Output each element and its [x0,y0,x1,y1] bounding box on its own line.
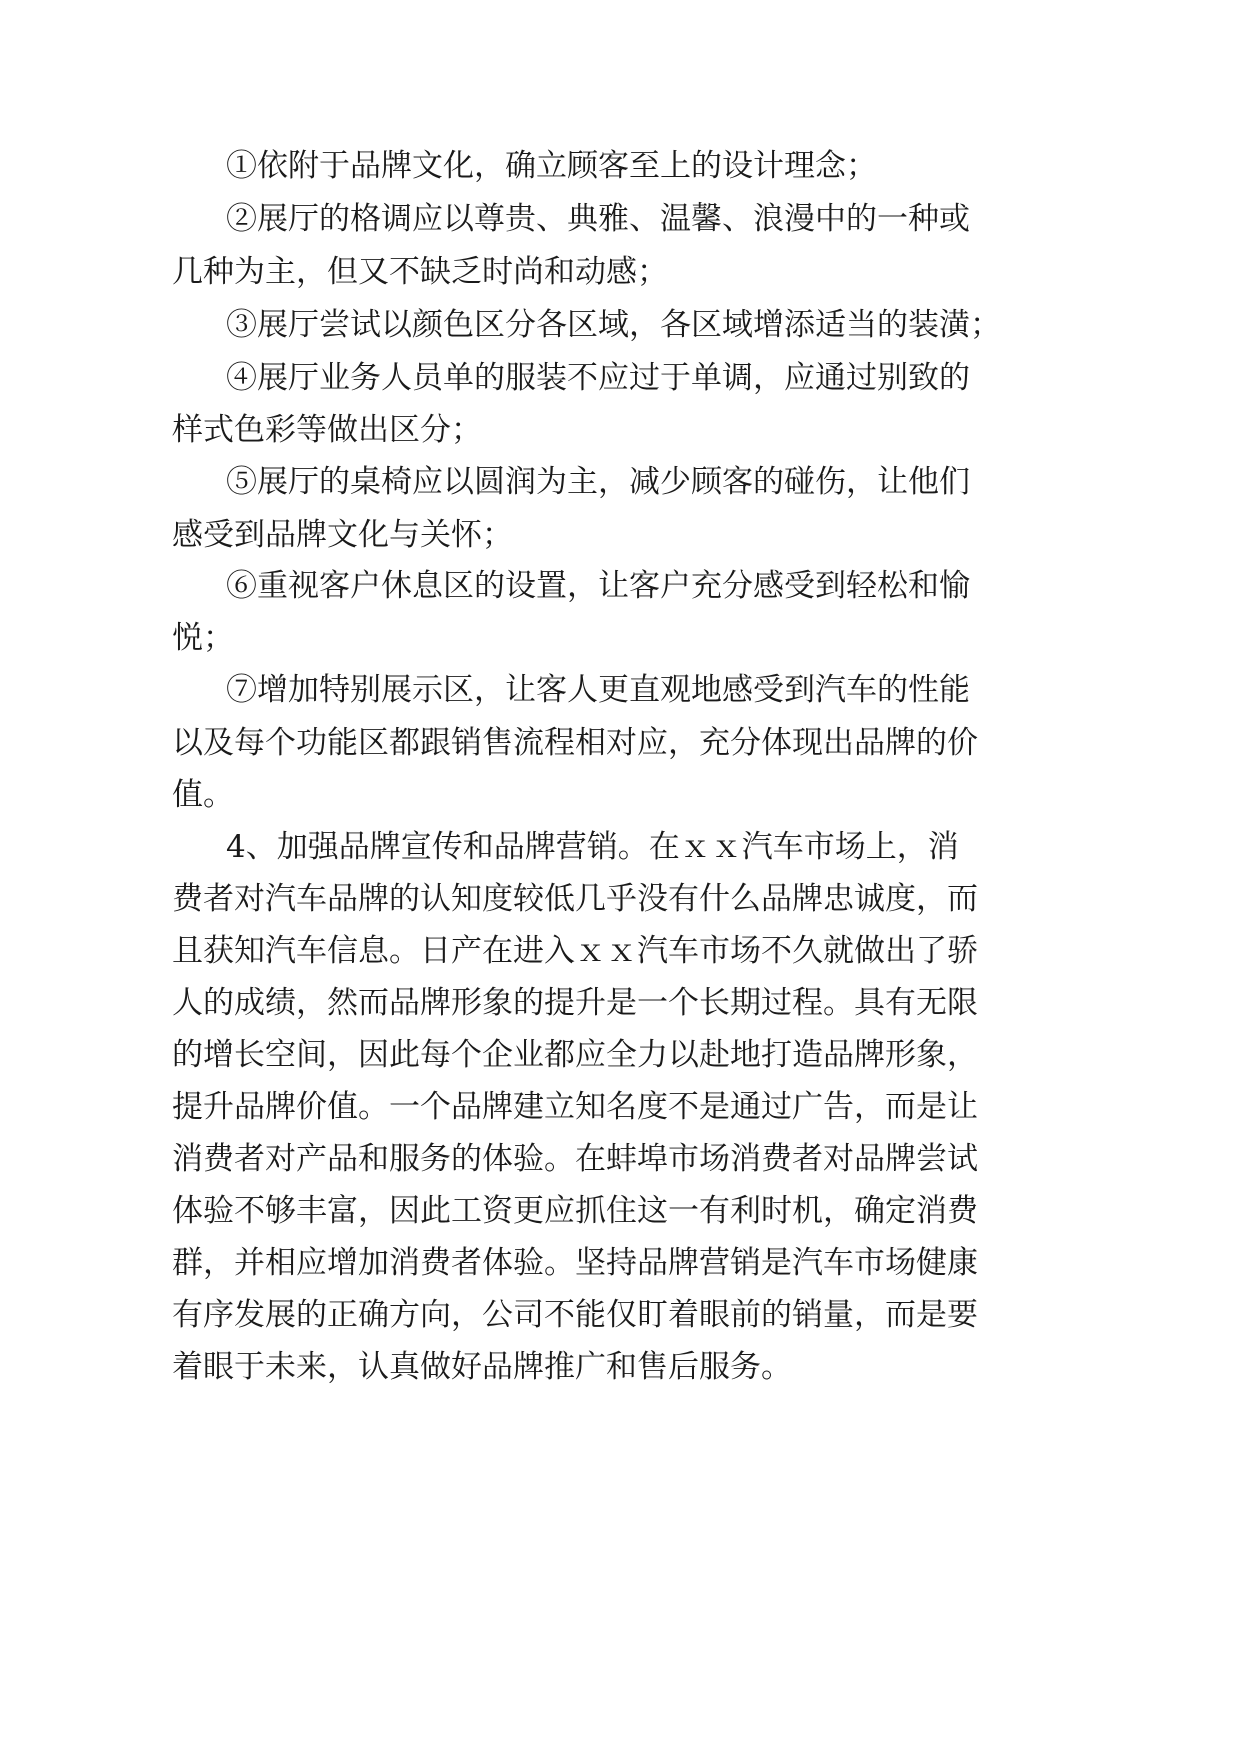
text-line: 感受到品牌文化与关怀； [172,517,513,553]
text-line: 且获知汽车信息。日产在进入ｘｘ汽车市场不久就做出了骄 [172,933,978,969]
text-line: 的增长空间，因此每个企业都应全力以赴地打造品牌形象， [172,1037,978,1073]
text-line: ②展厅的格调应以尊贵、典雅、温馨、浪漫中的一种或 [226,201,970,237]
text-line: 消费者对产品和服务的体验。在蚌埠市场消费者对品牌尝试 [172,1141,978,1177]
text-line: 提升品牌价值。一个品牌建立知名度不是通过广告，而是让 [172,1089,978,1125]
text-line: ⑦增加特别展示区，让客人更直观地感受到汽车的性能 [226,672,970,708]
text-line: 以及每个功能区都跟销售流程相对应，充分体现出品牌的价 [172,725,978,761]
text-line: 4、加强品牌宣传和品牌营销。在ｘｘ汽车市场上，消 [226,829,959,865]
text-line: 人的成绩，然而品牌形象的提升是一个长期过程。具有无限 [172,985,978,1021]
text-line: 值。 [172,777,234,813]
text-line: 样式色彩等做出区分； [172,412,482,448]
text-line: 群，并相应增加消费者体验。坚持品牌营销是汽车市场健康 [172,1245,978,1281]
text-line: 几种为主，但又不缺乏时尚和动感； [172,254,668,290]
text-line: 着眼于未来，认真做好品牌推广和售后服务。 [172,1349,792,1385]
text-line: 体验不够丰富，因此工资更应抓住这一有利时机，确定消费 [172,1193,978,1229]
text-line: ③展厅尝试以颜色区分各区域，各区域增添适当的装潢； [226,307,1001,343]
text-line: 费者对汽车品牌的认知度较低几乎没有什么品牌忠诚度，而 [172,881,978,917]
text-line: ⑤展厅的桌椅应以圆润为主，减少顾客的碰伤，让他们 [226,464,970,500]
text-line: 有序发展的正确方向，公司不能仅盯着眼前的销量，而是要 [172,1297,978,1333]
text-line: ①依附于品牌文化，确立顾客至上的设计理念； [226,148,877,184]
text-line: 悦； [172,620,234,656]
text-line: ⑥重视客户休息区的设置，让客户充分感受到轻松和愉 [226,568,970,604]
text-line: ④展厅业务人员单的服装不应过于单调，应通过别致的 [226,360,970,396]
